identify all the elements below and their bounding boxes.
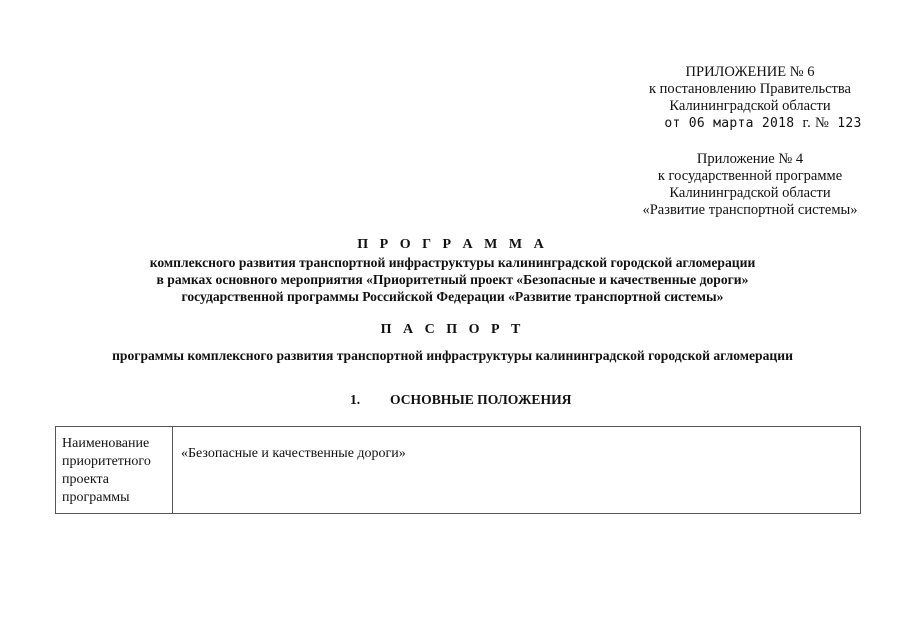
table-row-value: «Безопасные и качественные дороги» xyxy=(181,446,406,461)
appendix-6-date-mid: г. № xyxy=(802,115,830,131)
appendix-4-region: Калининградской области xyxy=(669,185,831,201)
appendix-6-date-prefix: от 06 марта 2018 xyxy=(664,116,795,131)
program-line-1: комплексного развития транспортной инфраструктуры калининградской городской агломерации xyxy=(149,255,756,270)
program-line-2: в рамках основного мероприятия «Приоритетный проект «Безопасные и качественные дороги» xyxy=(156,272,749,287)
appendix-4-name: «Развитие транспортной системы» xyxy=(642,202,858,218)
program-heading xyxy=(40,236,865,305)
passport-table xyxy=(55,426,861,514)
section-title: ОСНОВНЫЕ ПОЛОЖЕНИЯ xyxy=(390,392,572,407)
program-line-3: государственной программы Российской Федерации «Развитие транспортной системы» xyxy=(181,289,724,304)
passport-subtitle: программы комплексного развития транспортной инфраструктуры калининградской городской агломерации xyxy=(112,348,793,363)
appendix-6-title: ПРИЛОЖЕНИЕ № 6 xyxy=(685,64,815,80)
passport-title: П А С П О Р Т xyxy=(380,322,525,337)
appendix-6-date xyxy=(600,115,900,132)
appendix-6-date-number: 123 xyxy=(837,116,862,131)
section-number: 1. xyxy=(350,392,361,407)
appendix-4-title: Приложение № 4 xyxy=(696,151,804,167)
section-heading xyxy=(350,392,571,408)
appendix-4-program: к государственной программе xyxy=(657,168,843,184)
table-row-label: Наименование приоритетного проекта программы xyxy=(56,427,173,513)
appendix-4-block xyxy=(600,151,900,219)
appendix-6-decree: к постановлению Правительства xyxy=(649,81,851,97)
appendix-6-block xyxy=(600,64,900,132)
appendix-6-region: Калининградской области xyxy=(669,98,831,114)
program-title: П Р О Г Р А М М А xyxy=(357,237,548,252)
